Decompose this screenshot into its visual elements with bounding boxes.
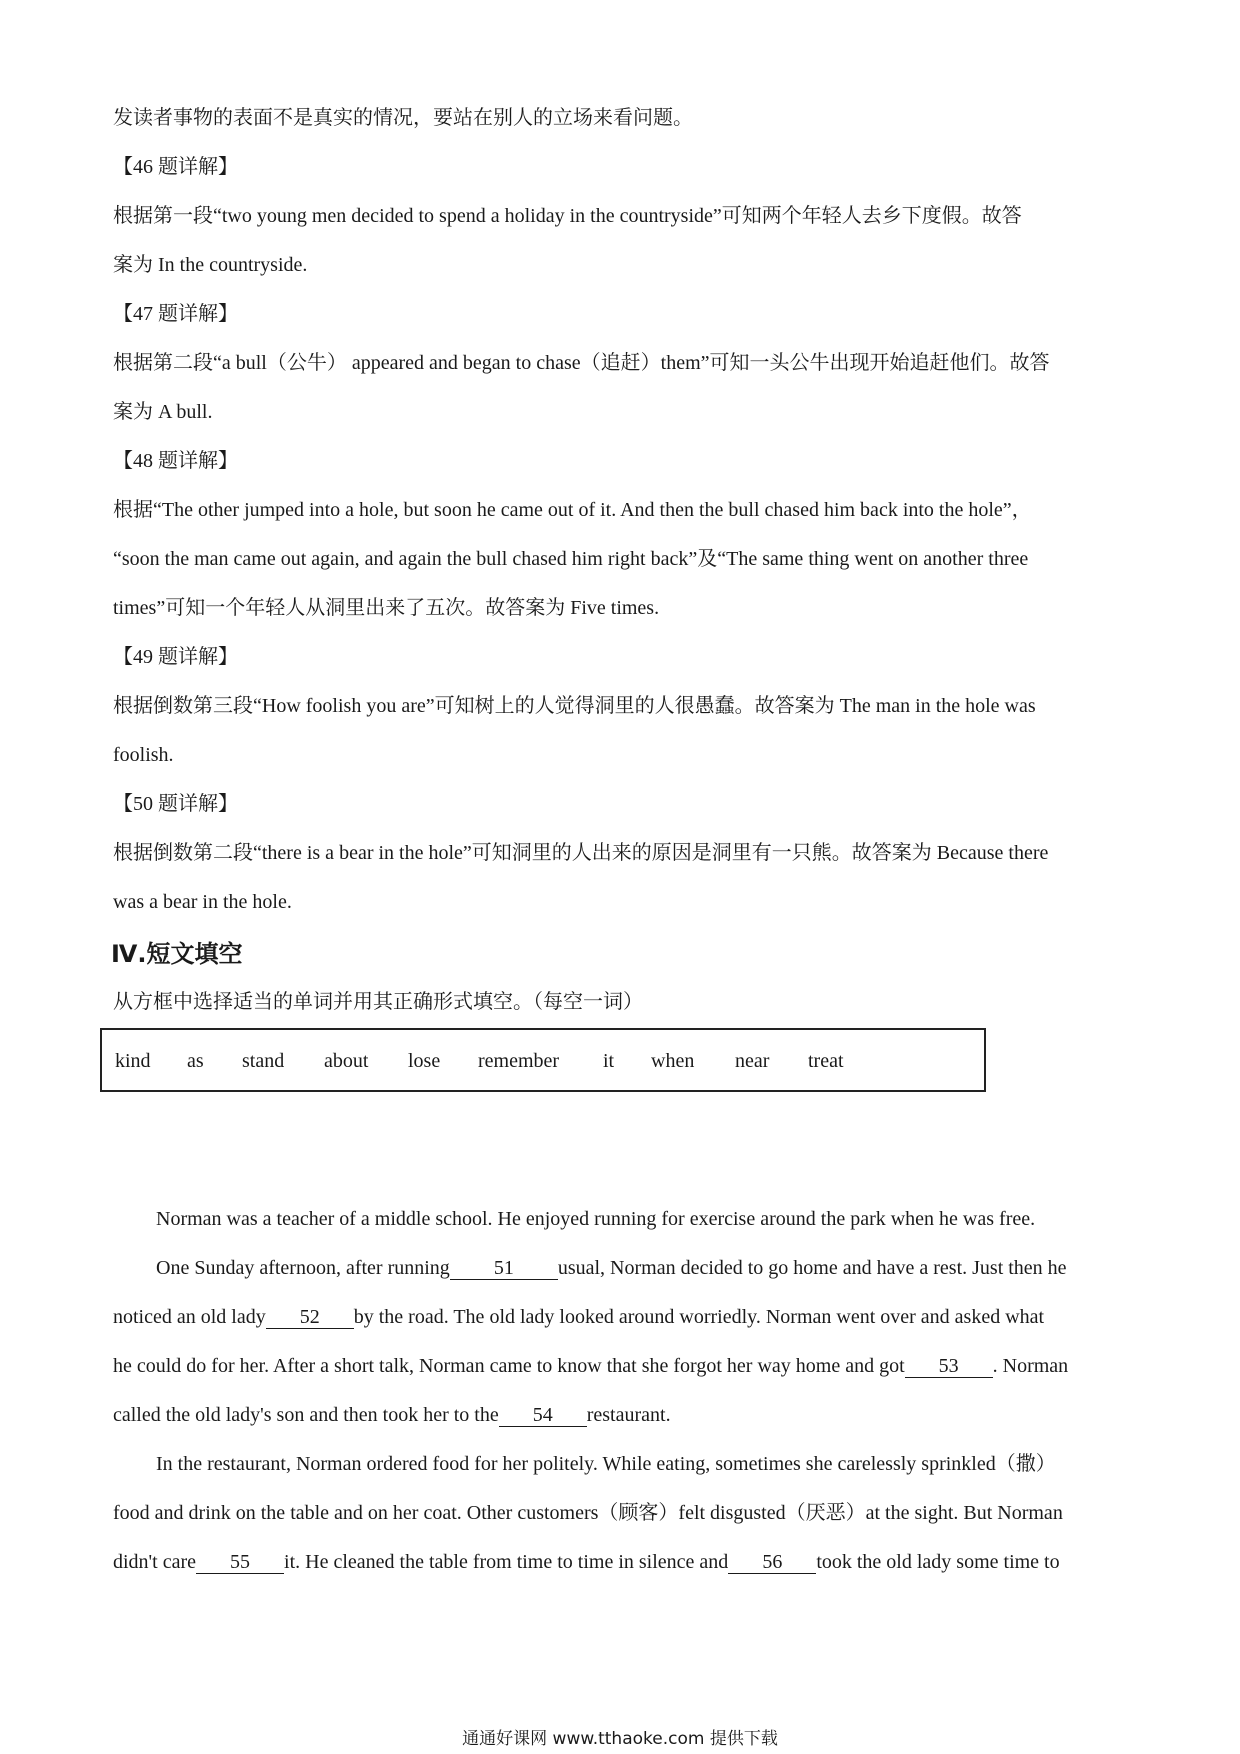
section-title: Ⅳ.短文填空 bbox=[111, 940, 243, 968]
answer-blank-53[interactable]: 53 bbox=[905, 1355, 993, 1378]
answer-blank-55[interactable]: 55 bbox=[196, 1551, 284, 1574]
passage-text: noticed an old lady bbox=[113, 1306, 266, 1328]
passage-line bbox=[156, 1254, 1133, 1282]
word-option: when bbox=[651, 1050, 695, 1072]
word-option: stand bbox=[242, 1050, 285, 1072]
text-line: times”可知一个年轻人从洞里出来了五次。故答案为 Five times. bbox=[113, 597, 660, 619]
passage-line bbox=[113, 1548, 1133, 1576]
passage-line bbox=[113, 1303, 1133, 1331]
passage-text: restaurant. bbox=[586, 1404, 671, 1426]
text-line: 案为 In the countryside. bbox=[113, 254, 308, 276]
text-line: “soon the man came out again, and again the bull chased him right back”及“The same thing went on another three bbox=[113, 548, 1029, 570]
section-instruction: 从方框中选择适当的单词并用其正确形式填空。（每空一词） bbox=[113, 991, 643, 1013]
text-line: 根据“The other jumped into a hole, but soon he came out of it. And then the bull chased him back into the hole”， bbox=[113, 499, 1032, 521]
passage-text: by the road. The old lady looked around worriedly. Norman went over and asked what bbox=[353, 1306, 1045, 1328]
text-line: 发读者事物的表面不是真实的情况，要站在别人的立场来看问题。 bbox=[113, 107, 693, 129]
answer-blank-52[interactable]: 52 bbox=[266, 1306, 354, 1329]
question-heading-48: 【48 题详解】 bbox=[113, 450, 238, 472]
text-line: was a bear in the hole. bbox=[113, 891, 292, 913]
word-box bbox=[100, 1028, 986, 1092]
passage-line: food and drink on the table and on her coat. Other customers（顾客）felt disgusted（厌恶）at the sight. But Norman bbox=[113, 1502, 1063, 1524]
question-heading-46: 【46 题详解】 bbox=[113, 156, 238, 178]
answer-blank-56[interactable]: 56 bbox=[728, 1551, 816, 1574]
passage-text: called the old lady's son and then took her to the bbox=[113, 1404, 499, 1426]
word-option: near bbox=[735, 1050, 770, 1072]
text-line: 根据第二段“a bull（公牛） appeared and began to chase（追赶）them”可知一头公牛出现开始追赶他们。故答 bbox=[113, 352, 1050, 374]
word-option: it bbox=[603, 1050, 615, 1072]
passage-line: Norman was a teacher of a middle school. He enjoyed running for exercise around the park when he was free. bbox=[156, 1208, 1036, 1230]
passage-text: took the old lady some time to bbox=[816, 1551, 1060, 1573]
word-option: about bbox=[324, 1050, 369, 1072]
passage-text: he could do for her. After a short talk, Norman came to know that she forgot her way home and got bbox=[113, 1355, 905, 1377]
answer-blank-51[interactable]: 51 bbox=[450, 1257, 558, 1280]
text-line: 根据第一段“two young men decided to spend a holiday in the countryside”可知两个年轻人去乡下度假。故答 bbox=[113, 205, 1022, 227]
passage-line: In the restaurant, Norman ordered food for her politely. While eating, sometimes she carelessly sprinkled（撒） bbox=[156, 1453, 1056, 1475]
passage-text: usual, Norman decided to go home and have a rest. Just then he bbox=[557, 1257, 1067, 1279]
passage-line bbox=[113, 1352, 1133, 1380]
passage-text: One Sunday afternoon, after running bbox=[156, 1257, 450, 1279]
text-line: foolish. bbox=[113, 744, 174, 766]
text-line: 案为 A bull. bbox=[113, 401, 213, 423]
question-heading-49: 【49 题详解】 bbox=[113, 646, 238, 668]
passage-text: didn't care bbox=[113, 1551, 197, 1573]
page-footer: 通通好课网 www.tthaoke.com 提供下载 bbox=[462, 1729, 778, 1749]
text-line: 根据倒数第三段“How foolish you are”可知树上的人觉得洞里的人很愚蠢。故答案为 The man in the hole was bbox=[113, 695, 1036, 717]
word-option: lose bbox=[408, 1050, 441, 1072]
text-line: 根据倒数第二段“there is a bear in the hole”可知洞里的人出来的原因是洞里有一只熊。故答案为 Because there bbox=[113, 842, 1049, 864]
passage-text: . Norman bbox=[992, 1355, 1069, 1377]
answer-blank-54[interactable]: 54 bbox=[499, 1404, 587, 1427]
passage-line bbox=[113, 1401, 1133, 1429]
question-heading-50: 【50 题详解】 bbox=[113, 793, 238, 815]
word-option: treat bbox=[808, 1050, 844, 1072]
passage-text: it. He cleaned the table from time to time in silence and bbox=[284, 1551, 729, 1573]
word-option: remember bbox=[478, 1050, 560, 1072]
word-option: as bbox=[187, 1050, 204, 1072]
word-option: kind bbox=[115, 1050, 151, 1072]
question-heading-47: 【47 题详解】 bbox=[113, 303, 238, 325]
